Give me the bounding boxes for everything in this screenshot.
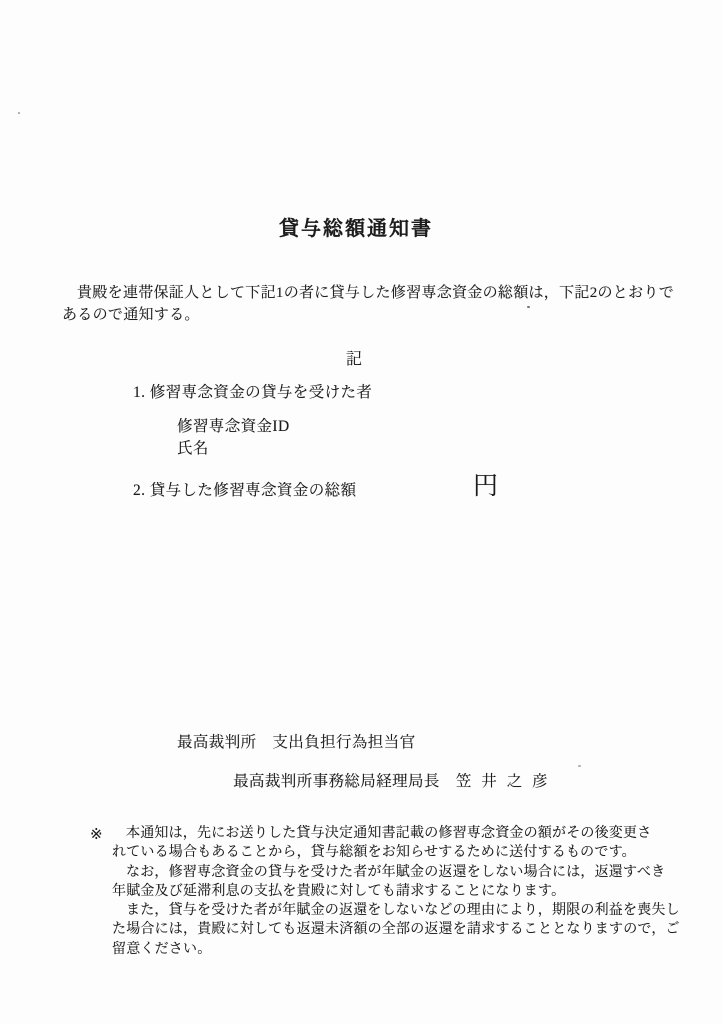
body-paragraph-line-2: あるので通知する。 <box>62 307 200 323</box>
note-line: 年賦金及び延滞利息の支払を貴殿に対しても請求することになります。 <box>112 883 566 899</box>
note-line: れている場合もあることから，貸与総額をお知らせするために送付するものです。 <box>112 845 636 861</box>
item-1-heading: 1. 修習専念資金の貸与を受けた者 <box>133 384 373 401</box>
footnote-block <box>112 824 680 959</box>
note-reference-mark: ※ <box>90 827 103 843</box>
document-title: 貸与総額通知書 <box>279 218 433 240</box>
signature-title-line <box>216 751 550 809</box>
item-2-heading: 2. 貸与した修習専念資金の総額 <box>133 482 357 499</box>
recipient-name-field-label: 氏名 <box>177 440 209 457</box>
signature-official-name: 笠 井 之 彦 <box>455 773 551 790</box>
note-line: 留意ください。 <box>112 941 212 957</box>
scan-artifact-speck <box>18 112 20 114</box>
loan-id-field-label: 修習専念資金ID <box>177 418 290 435</box>
note-line: なお，修習専念資金の貸与を受けた者が年賦金の返還をしない場合には，返還すべき <box>126 864 666 880</box>
note-line: 本通知は，先にお送りした貸与決定通知書記載の修習専念資金の額がその後変更さ <box>126 826 652 841</box>
record-section-marker: 記 <box>346 351 363 368</box>
scan-artifact-speck <box>527 306 530 308</box>
amount-unit-yen: 円 <box>473 473 499 500</box>
note-line: また，貸与を受けた者が年賦金の返還をしないなどの理由により，期限の利益を喪失し <box>126 903 680 919</box>
scan-artifact-speck <box>578 765 581 767</box>
signature-office-line: 最高裁判所 支出負担行為担当官 <box>177 734 416 751</box>
note-line: た場合には，貴殿に対しても返還未済額の全部の返還を請求することとなりますので，ご <box>112 922 680 938</box>
signature-official-title: 最高裁判所事務総局経理局長 <box>233 773 440 790</box>
body-paragraph-line-1: 貴殿を連帯保証人として下記1の者に貸与した修習専念資金の総額は，下記2のとおりで <box>77 285 675 301</box>
